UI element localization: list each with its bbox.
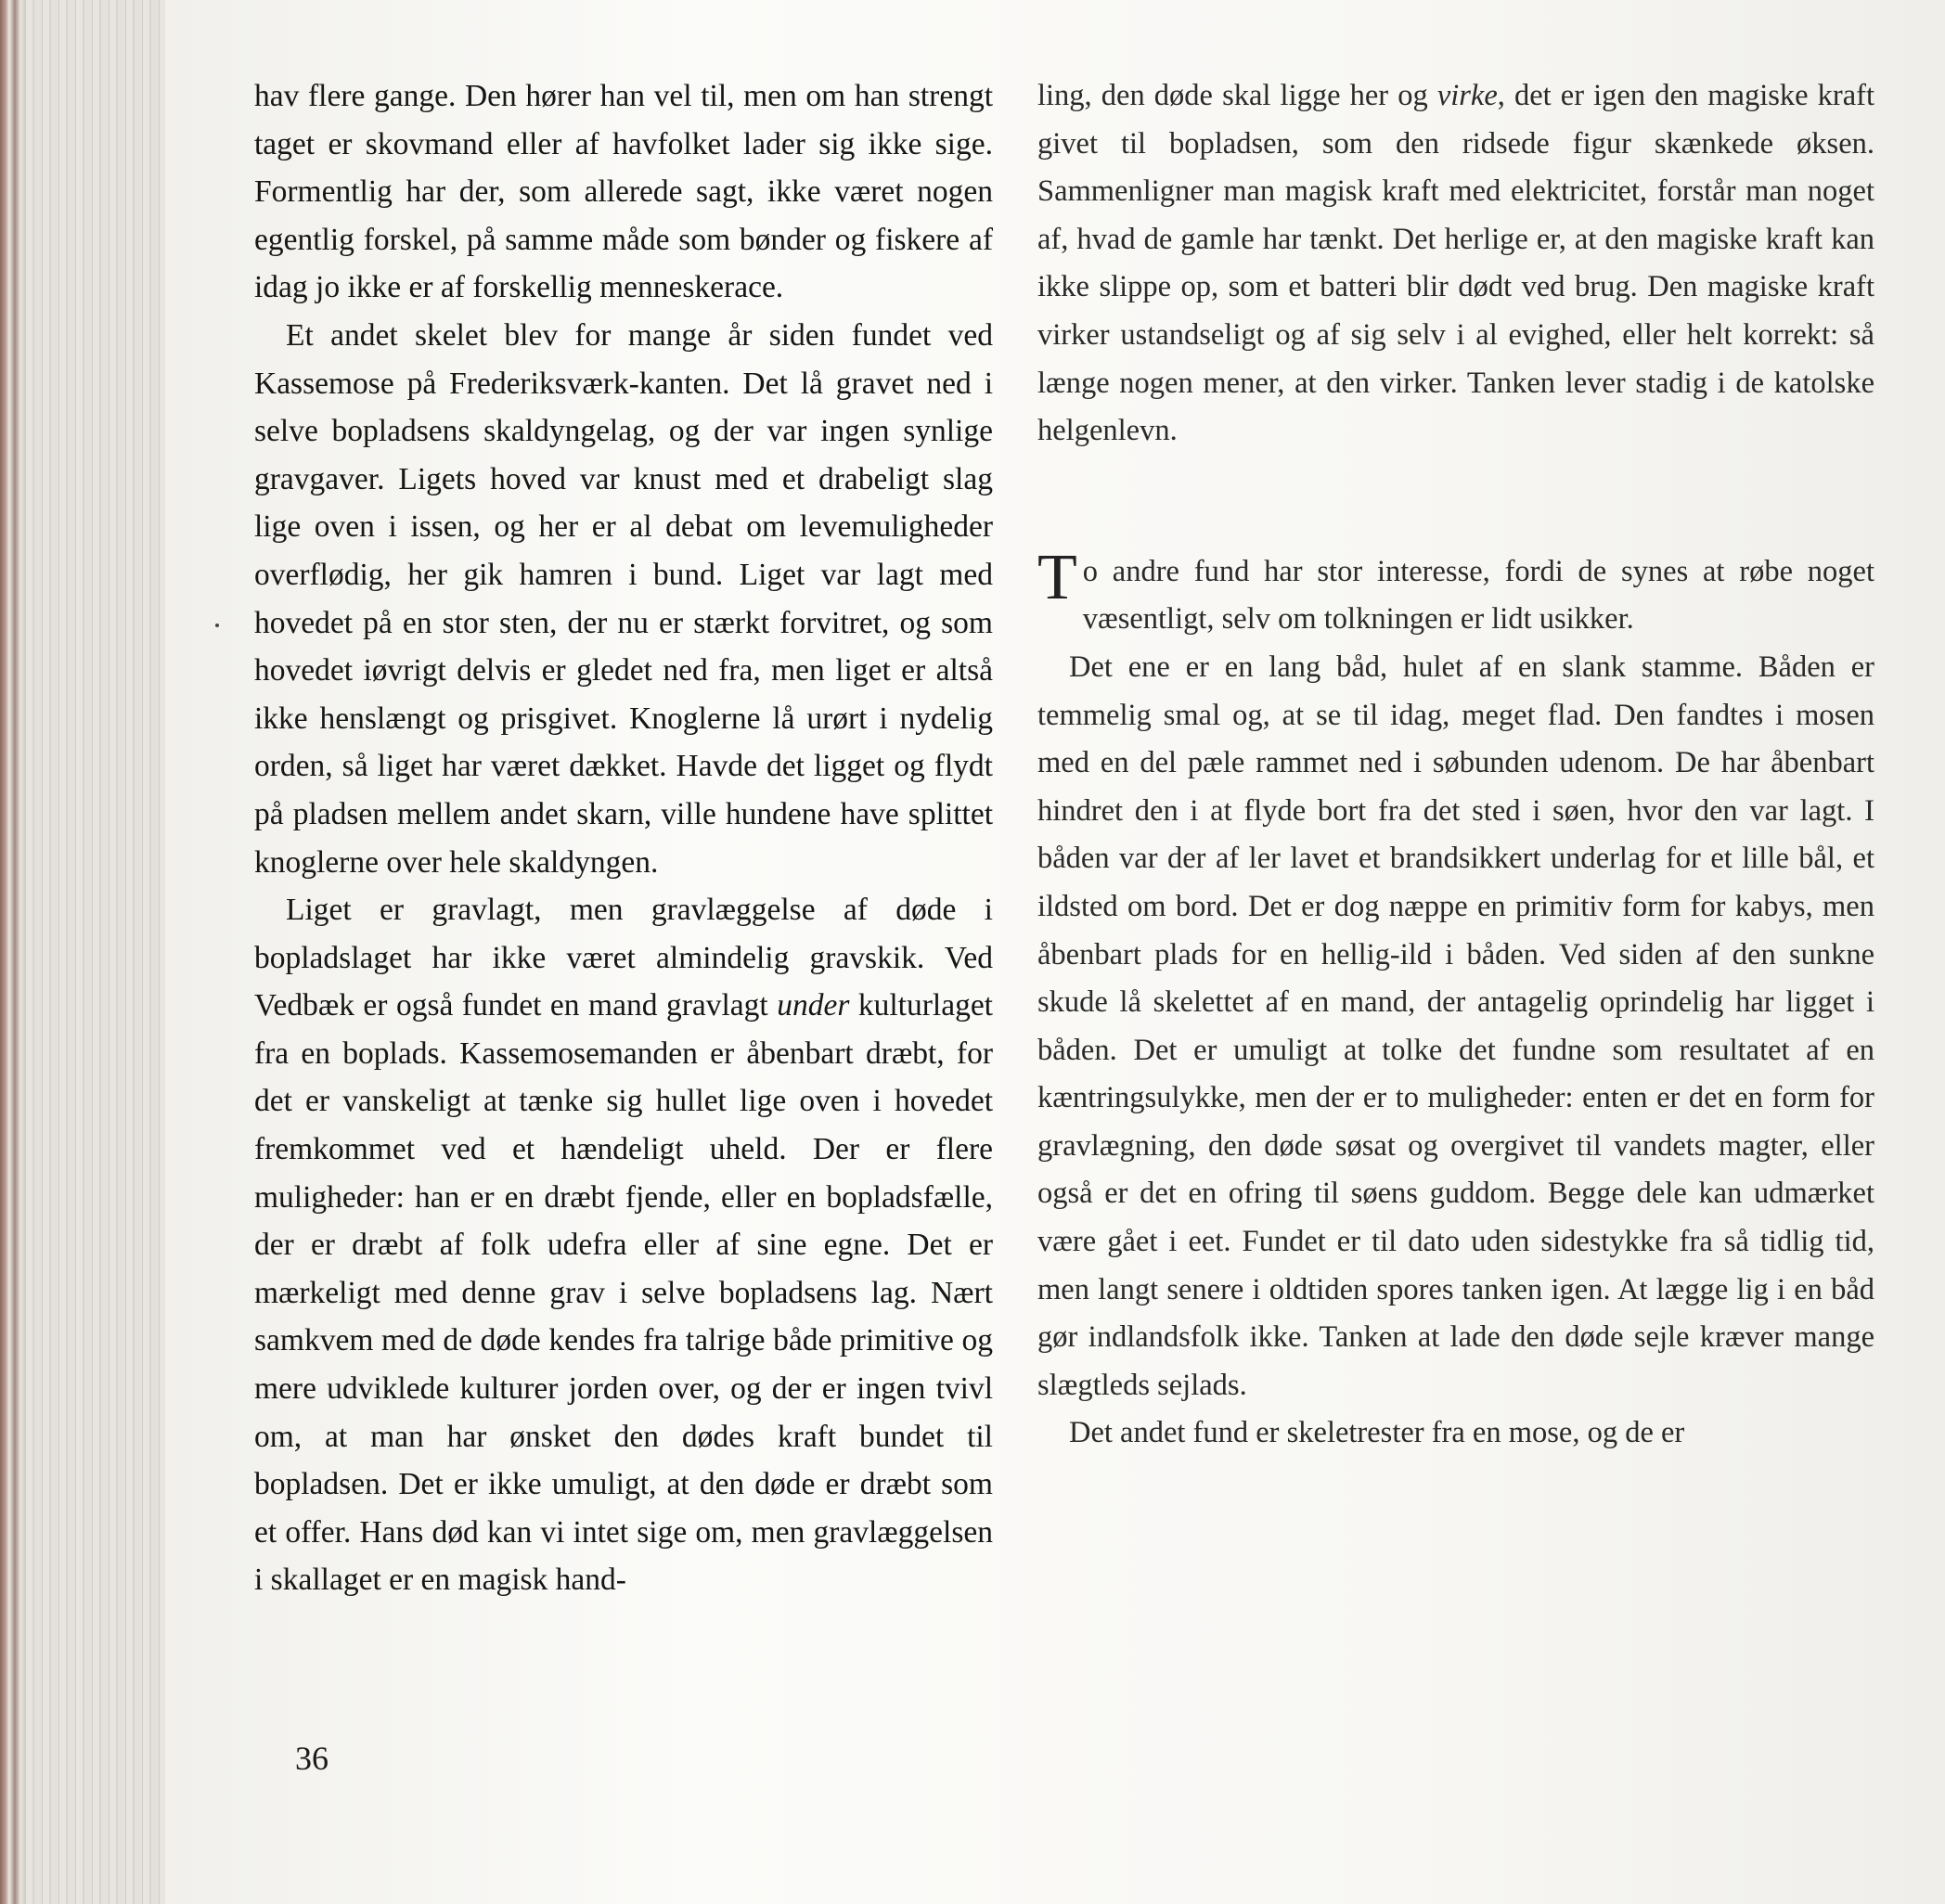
text-run: ling, den døde skal ligge her og: [1037, 79, 1437, 112]
right-text-column: [1037, 72, 1874, 1458]
page-number: 36: [295, 1740, 328, 1777]
text-run: o andre fund har stor interesse, fordi de synes at røbe noget væsentligt, selv om tolkningen er lidt usikker.: [1082, 554, 1874, 637]
text-run: , det er igen den magiske kraft givet til bopladsen, som den ridsede figur skænkede øksen. Sammenligner man magisk kraft med elektricitet, forstår man noget af, hvad de gamle har tænkt. Det herlige er, at den magiske kraft kan ikke slippe op, som et batteri blir dødt ved brug. Den magiske kraft virker ustandseligt og af sig selv i al evighed, eller helt korrekt: så længe nogen mener, at den virker. Tanken lever stadig i de katolske helgenlevn.: [1037, 79, 1874, 448]
paragraph: Det ene er en lang båd, hulet af en slank stamme. Båden er temmelig smal og, at se til idag, meget flad. Den fandtes i mosen med en del pæle rammet ned i søbunden udenom. De har åbenbart hindret den i at flyde bort fra det sted i søen, hvor den var lagt. I båden var der af ler lavet et brandsikkert underlag for et lille bål, et ildsted om bord. Det er dog næppe en primitiv form for kabys, men åbenbart plads for en hellig-ild i båden. Ved siden af den sunkne skude lå skelettet af en mand, der antagelig oprindelig har ligget i båden. Det er umuligt at tolke det fundne som resultatet af en kæntringsulykke, men der er to muligheder: enten er det en form for gravlægning, den døde søsat og overgivet til vandets magter, eller også er det en ofring til søens guddom. Begge dele kan udmærket være gået i eet. Fundet er til dato uden sidestykke fra så tidlig tid, men langt senere i oldtiden spores tanken igen. At lægge lig i en båd gør indlandsfolk ikke. Tanken at lade den døde sejle kræver mange slægtleds sejlads.: [1037, 650, 1874, 1402]
paragraph: Et andet skelet blev for mange år siden fundet ved Kassemose på Frederiksværk-kanten. Det lå gravet ned i selve bopladsens skaldyngelag, og der var ingen synlige gravgaver. Ligets hoved var knust med et drabeligt slag lige oven i issen, og her er al debat om levemuligheder overflødig, her gik hamren i bund. Liget var lagt med hovedet på en stor sten, der nu er stærkt forvitret, og som hovedet iøvrigt delvis er gledet ned fra, men liget er altså ikke henslængt og prisgivet. Knoglerne lå urørt i nydelig orden, så liget har været dækket. Havde det ligget og flydt på pladsen mellem andet skarn, ville hundene have splittet knoglerne over hele skaldyngen.: [254, 317, 993, 880]
section-break: [1037, 456, 1874, 548]
left-text-column: [254, 72, 993, 1604]
drop-cap: T: [1037, 541, 1077, 613]
text-run: kulturlaget fra en boplads. Kassemosemanden er åbenbart dræbt, for det er vanskeligt at tænke sig hullet lige oven i hovedet fremkommet ved et hændeligt uheld. Der er flere muligheder: han er en dræbt fjende, eller en bopladsfælle, der er dræbt af folk udefra eller af sine egne. Det er mærkeligt med denne grav i selve bopladsens lag. Nært samkvem med de døde kendes fra talrige både primitive og mere udviklede kulturer jorden over, og der er ingen tvivl om, at man har ønsket den dødes kraft bundet til bopladsen. Det er ikke umuligt, at den døde er dræbt som et offer. Hans død kan vi intet sige om, men gravlæggelsen i skallaget er en magisk hand-: [254, 988, 993, 1598]
margin-mark: [215, 624, 219, 627]
text-run: Liget er gravlagt, men gravlæggelse af døde i bopladslaget har ikke været almindelig gravskik. Ved Vedbæk er også fundet en mand gravlagt: [254, 893, 993, 1023]
paragraph: Det andet fund er skeletrester fra en mose, og de er: [1069, 1416, 1685, 1450]
paragraph: [254, 886, 993, 1604]
italic-word: under: [777, 988, 850, 1023]
paragraph: [1037, 72, 1874, 456]
page-stack-edges: [26, 0, 165, 1904]
book-spine-edge: [0, 0, 26, 1904]
paragraph: [1037, 541, 1874, 644]
paragraph: hav flere gange. Den hører han vel til, men om han strengt taget er skovmand eller af havfolket lader sig ikke sige. Formentlig har der, som allerede sagt, ikke været nogen egentlig forskel, på samme måde som bønder og fiskere af idag jo ikke er af forskellig menneskerace.: [254, 79, 993, 305]
italic-word: virke: [1436, 79, 1498, 112]
